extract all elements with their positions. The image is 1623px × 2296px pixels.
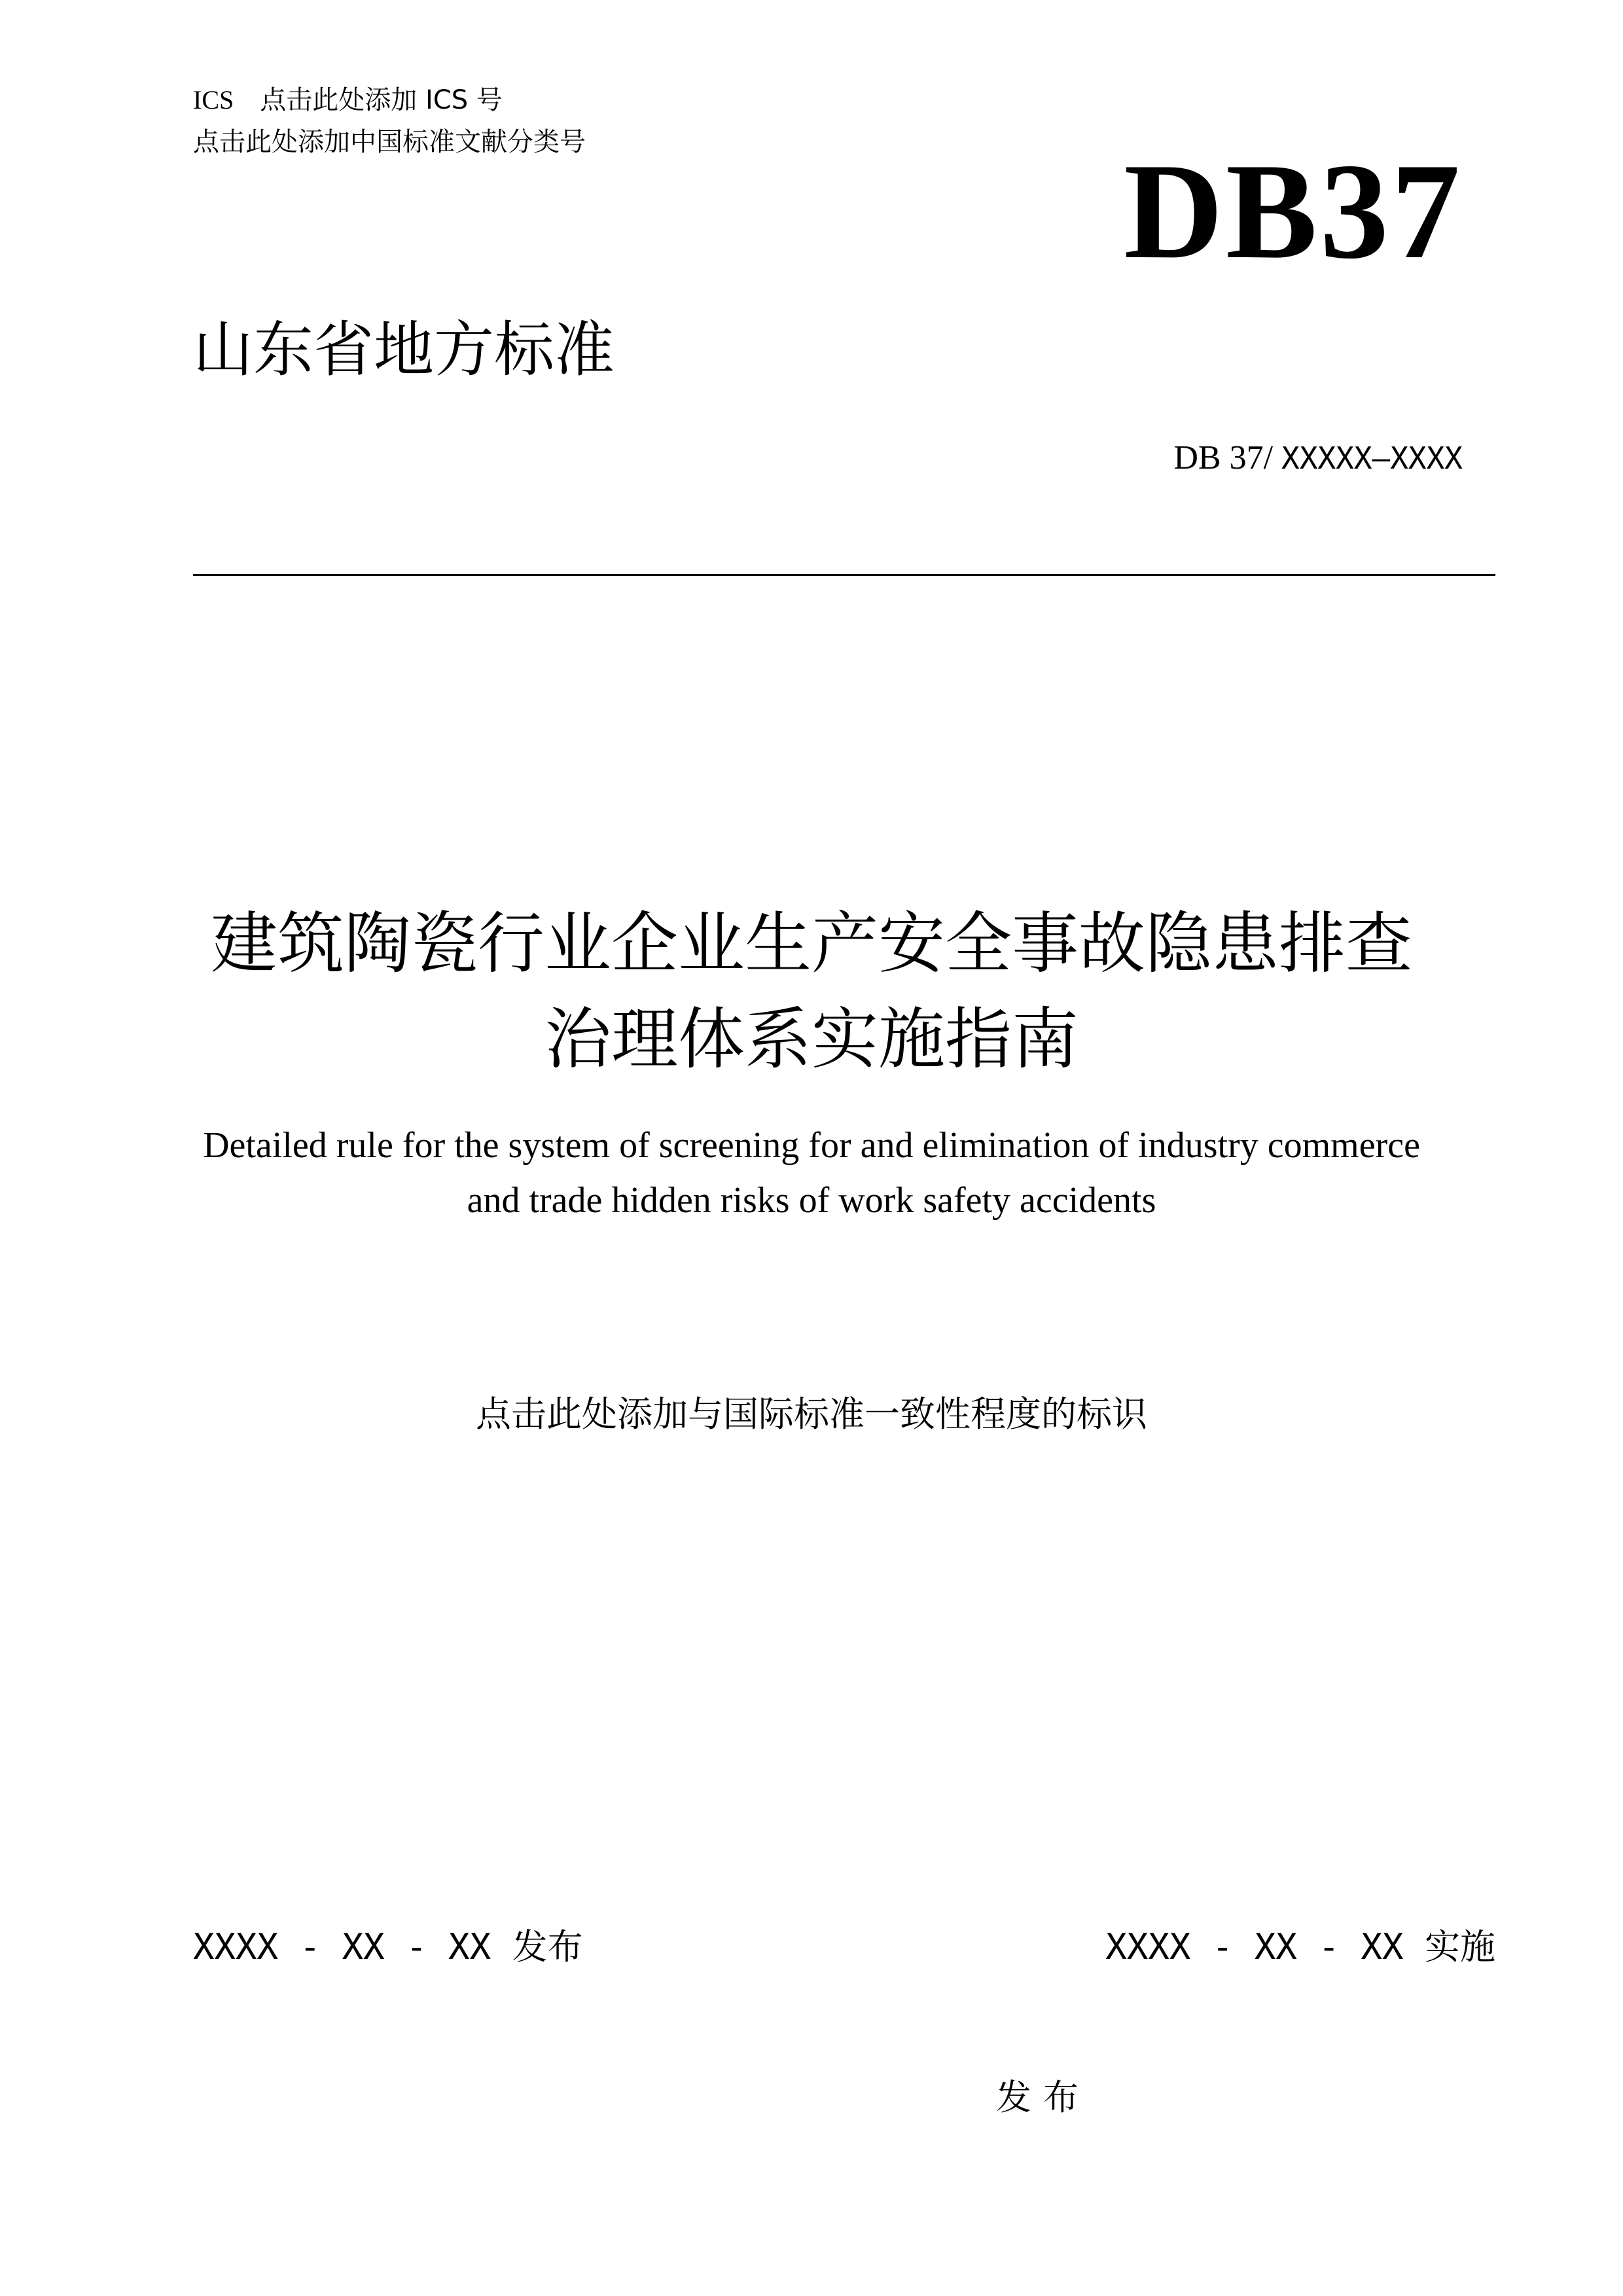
standard-number <box>1173 437 1463 479</box>
title-cn-line-1: 建筑陶瓷行业企业生产安全事故隐患排查 <box>211 905 1412 983</box>
title-en-line-2: and trade hidden risks of work safety accidents <box>467 1180 1156 1221</box>
ics-placeholder[interactable]: 点击此处添加 ICS 号 <box>260 85 503 115</box>
issuer-label: 发布 <box>996 2077 1090 2118</box>
document-title-cn <box>0 897 1623 1088</box>
standard-number-code: XXXXX—XXXX <box>1281 440 1463 476</box>
db-logo-mark: DB37 <box>1124 135 1463 287</box>
publish-date-value[interactable]: XXXX - XX - XX <box>193 1926 512 1967</box>
ics-label: ICS <box>193 85 234 115</box>
publish-date[interactable] <box>193 1924 583 1970</box>
implement-date[interactable] <box>1105 1924 1495 1970</box>
ccs-placeholder[interactable]: 点击此处添加中国标准文献分类号 <box>193 127 586 157</box>
header-divider <box>193 574 1495 576</box>
title-en-line-1: Detailed rule for the system of screening for and elimination of industry commerce <box>203 1125 1420 1166</box>
consistency-placeholder[interactable]: 点击此处添加与国际标准一致性程度的标识 <box>476 1393 1147 1435</box>
standard-category: 山东省地方标准 <box>193 315 615 385</box>
document-title-en <box>0 1118 1623 1228</box>
publish-label: 发布 <box>512 1926 583 1967</box>
implement-date-value[interactable]: XXXX - XX - XX <box>1105 1926 1425 1967</box>
implement-label: 实施 <box>1425 1926 1495 1967</box>
ics-field[interactable] <box>193 84 503 117</box>
standard-number-prefix: DB 37/ <box>1173 439 1282 476</box>
title-cn-line-2: 治理体系实施指南 <box>544 1001 1079 1079</box>
